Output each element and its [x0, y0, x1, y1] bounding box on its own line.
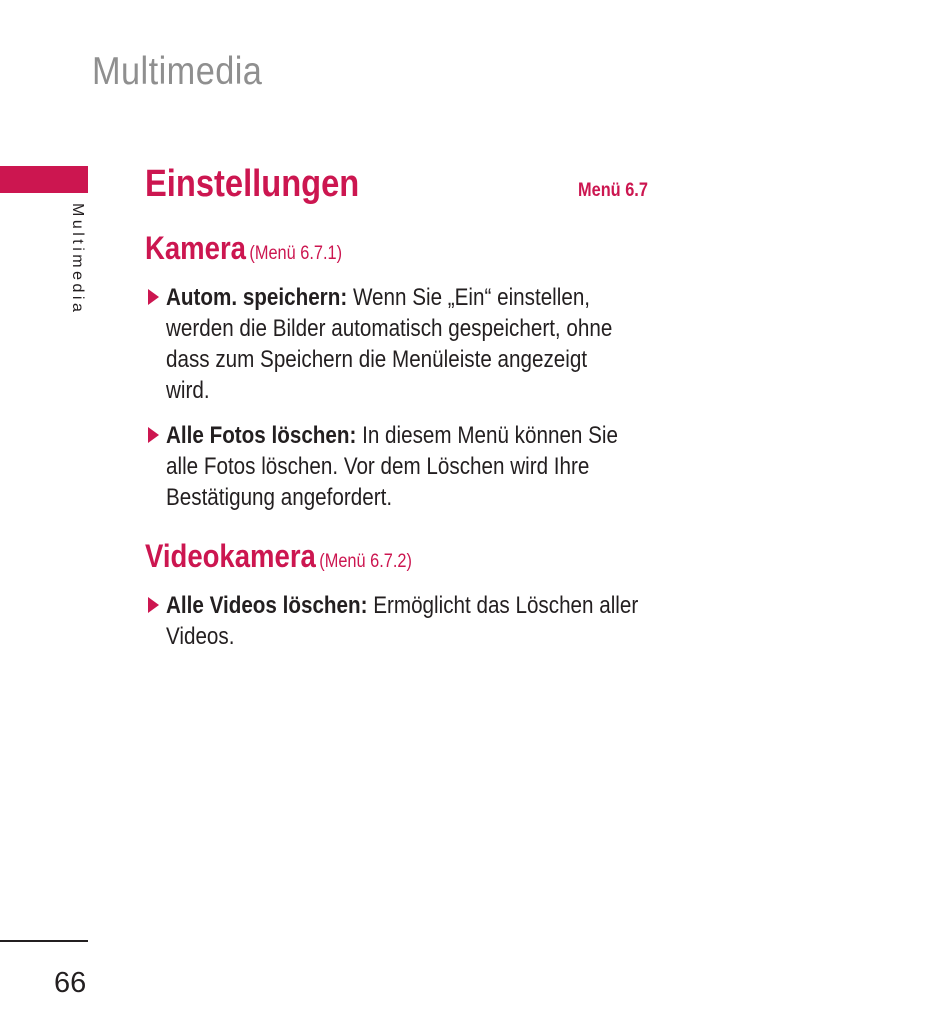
videokamera-heading: [145, 538, 455, 575]
item-text-line: Videos.: [166, 623, 235, 650]
side-chapter-label: Multimedia: [69, 203, 86, 316]
section-title: Einstellungen: [145, 163, 360, 205]
footer-divider: [0, 940, 88, 942]
item-term: Alle Fotos löschen:: [166, 422, 357, 449]
item-text-line: wird.: [166, 377, 210, 404]
kamera-heading-name: Kamera: [145, 230, 246, 266]
bullet-arrow-icon: [148, 427, 159, 443]
page-number: 66: [54, 967, 87, 999]
bullet-arrow-icon: [148, 289, 159, 305]
side-tab-marker: [0, 166, 88, 193]
item-text-line: In diesem Menü können Sie: [356, 422, 618, 449]
kamera-heading-menu: (Menü 6.7.1): [249, 243, 343, 264]
item-text-line: Bestätigung angefordert.: [166, 484, 393, 511]
item-term: Autom. speichern:: [166, 284, 348, 311]
bullet-arrow-icon: [148, 597, 159, 613]
kamera-heading: [145, 230, 374, 267]
item-text-line: alle Fotos löschen. Vor dem Löschen wird Ihre: [166, 453, 590, 480]
item-term: Alle Videos löschen:: [166, 592, 368, 619]
section-menu-ref: Menü 6.7: [578, 180, 648, 201]
item-text-line: werden die Bilder automatisch gespeichert, ohne: [166, 315, 613, 342]
videokamera-heading-menu: (Menü 6.7.2): [319, 551, 412, 572]
videokamera-heading-name: Videokamera: [145, 538, 316, 574]
item-text-line: dass zum Speichern die Menüleiste angezeigt: [166, 346, 588, 373]
chapter-title: Multimedia: [92, 50, 263, 93]
item-text-line: Wenn Sie „Ein“ einstellen,: [347, 284, 591, 311]
item-text-line: Ermöglicht das Löschen aller: [367, 592, 639, 619]
